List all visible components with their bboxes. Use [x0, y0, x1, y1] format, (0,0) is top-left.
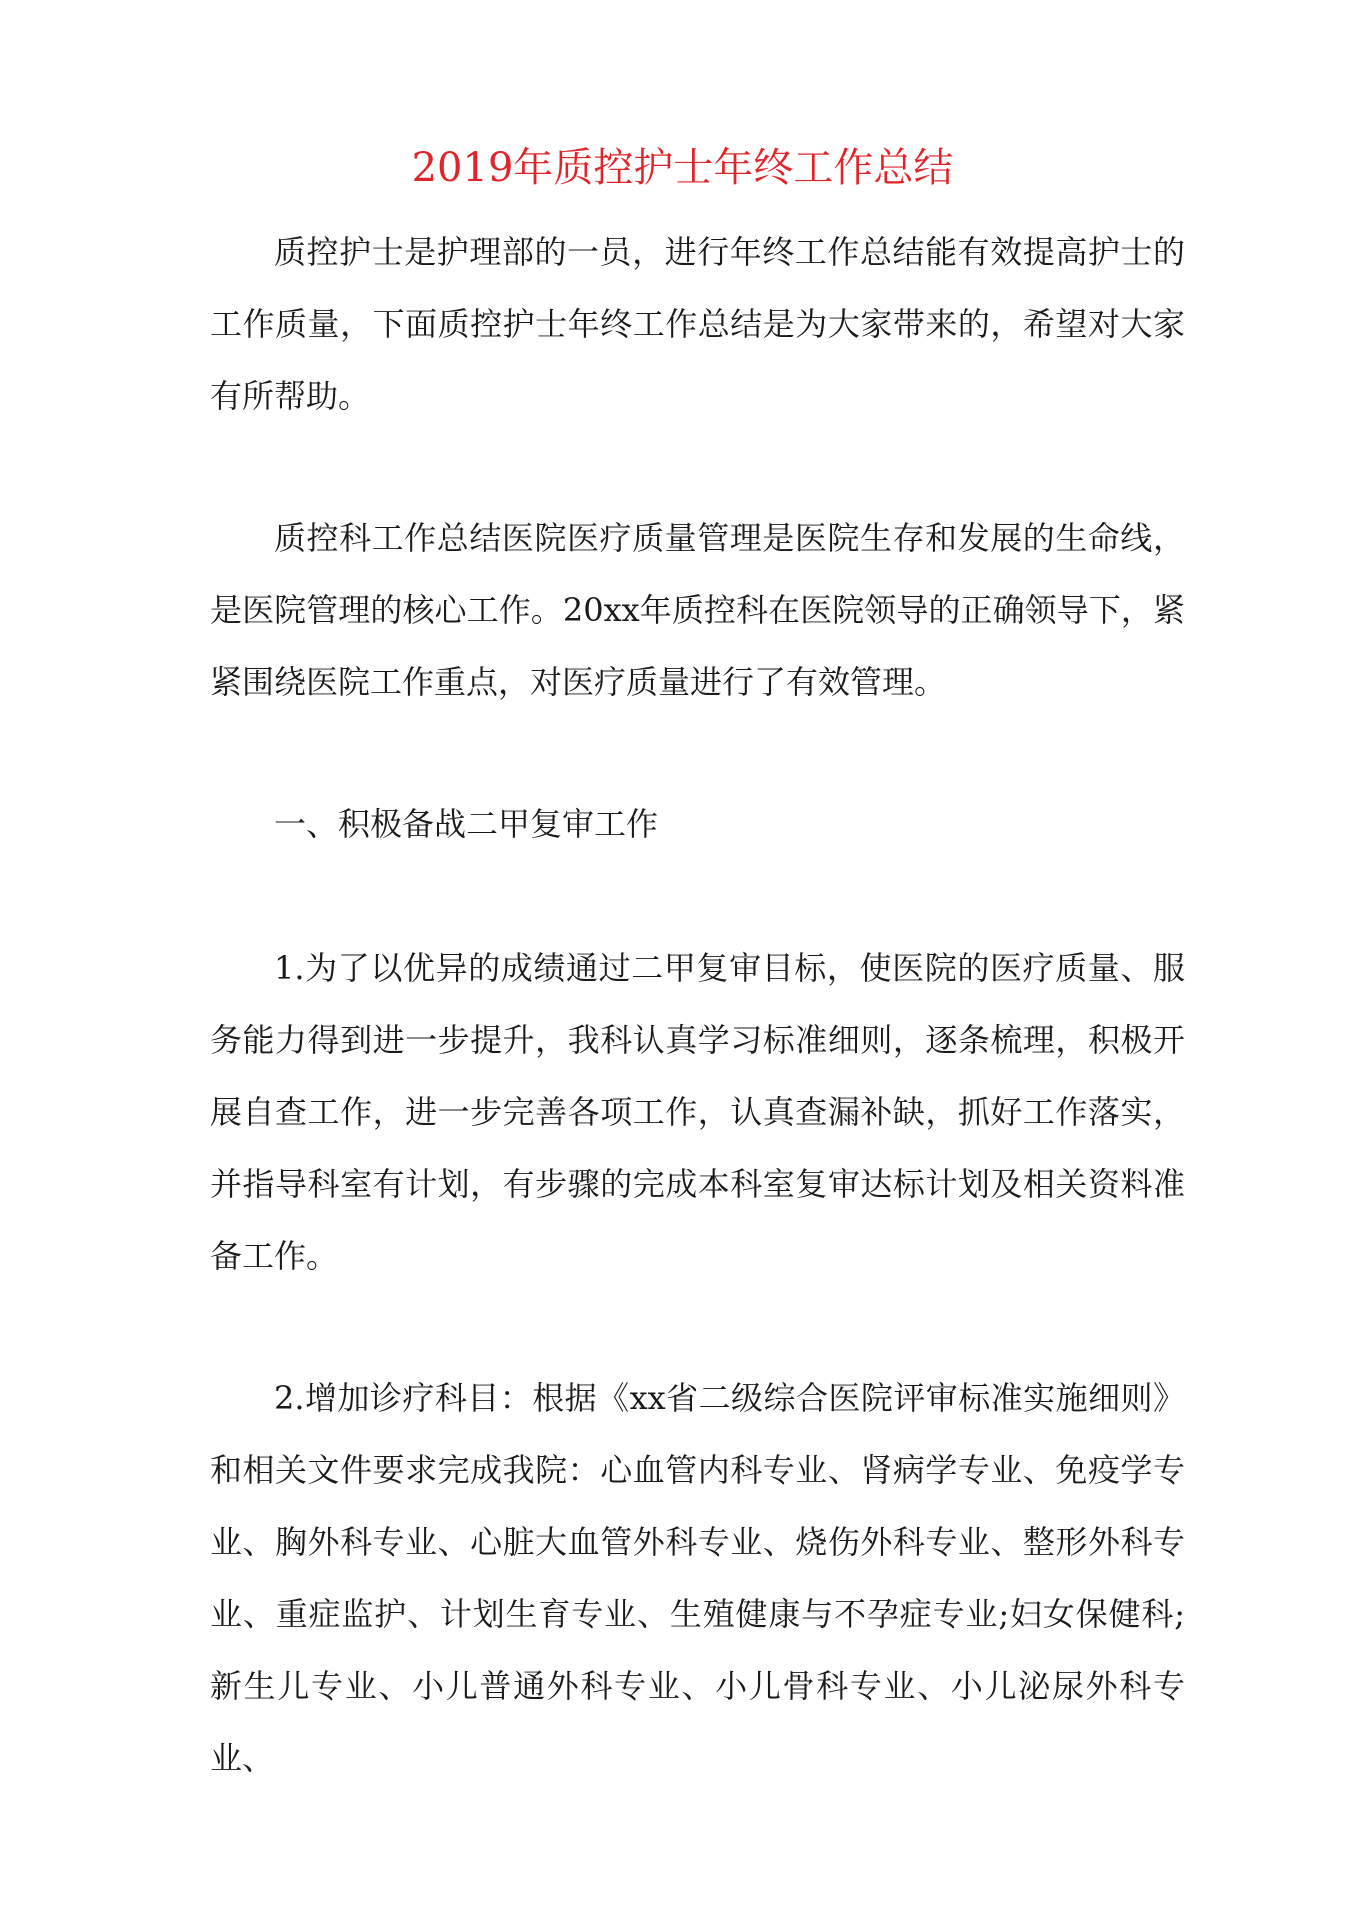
- paragraph-intro: 质控护士是护理部的一员，进行年终工作总结能有效提高护士的工作质量，下面质控护士年终工作总结是为大家带来的，希望对大家有所帮助。: [210, 233, 1185, 415]
- document-title: 2019年质控护士年终工作总结: [411, 145, 954, 191]
- paragraph-overview: 质控科工作总结医院医疗质量管理是医院生存和发展的生命线，是医院管理的核心工作。20xx年质控科在医院领导的正确领导下，紧紧围绕医院工作重点，对医疗质量进行了有效管理。: [210, 519, 1185, 701]
- paragraph-item-2: 2.增加诊疗科目：根据《xx省二级综合医院评审标准实施细则》和相关文件要求完成我院：心血管内科专业、肾病学专业、免疫学专业、胸外科专业、心脏大血管外科专业、烧伤外科专业、整形外科专业、重症监护、计划生育专业、生殖健康与不孕症专业;妇女保健科;新生儿专业、小儿普通外科专业、小儿骨科专业、小儿泌尿外科专业、: [210, 1379, 1185, 1777]
- paragraph-item-1: 1.为了以优异的成绩通过二甲复审目标，使医院的医疗质量、服务能力得到进一步提升，我科认真学习标准细则，逐条梳理，积极开展自查工作，进一步完善各项工作，认真查漏补缺，抓好工作落实，并指导科室有计划，有步骤的完成本科室复审达标计划及相关资料准备工作。: [210, 949, 1185, 1275]
- section-heading-1: 一、积极备战二甲复审工作: [274, 805, 659, 843]
